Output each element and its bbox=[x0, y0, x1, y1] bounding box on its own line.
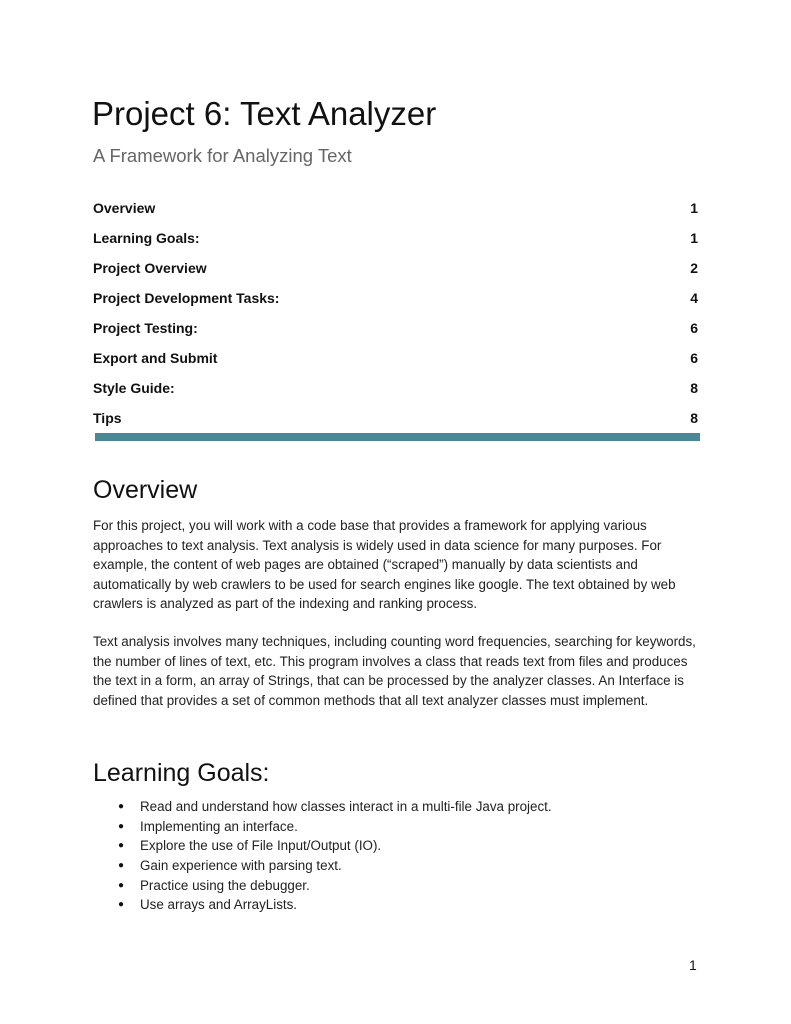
toc-entry-page: 1 bbox=[690, 200, 698, 216]
toc-entry-project-development-tasks[interactable] bbox=[93, 283, 699, 313]
bullet-icon: ● bbox=[118, 860, 125, 872]
toc-entry-label[interactable]: Learning Goals: bbox=[93, 230, 200, 246]
toc-entry-label[interactable]: Overview bbox=[93, 200, 156, 216]
section-divider bbox=[95, 433, 700, 441]
page-title: Project 6: Text Analyzer bbox=[92, 95, 437, 132]
list-item bbox=[93, 875, 693, 895]
toc-entry-page: 8 bbox=[690, 410, 698, 426]
toc-entry-page: 6 bbox=[690, 320, 698, 336]
toc-entry-label[interactable]: Export and Submit bbox=[93, 350, 218, 366]
bullet-icon: ● bbox=[118, 840, 125, 852]
toc-entry-style-guide[interactable] bbox=[93, 373, 699, 403]
page-number: 1 bbox=[689, 957, 697, 973]
list-item-text: Use arrays and ArrayLists. bbox=[140, 897, 298, 913]
toc-entry-tips[interactable] bbox=[93, 403, 699, 433]
toc-entry-export-and-submit[interactable] bbox=[93, 343, 699, 373]
list-item bbox=[93, 836, 693, 856]
table-of-contents bbox=[93, 193, 699, 433]
toc-entry-label[interactable]: Project Development Tasks: bbox=[93, 290, 280, 306]
bullet-icon: ● bbox=[118, 801, 125, 813]
list-item bbox=[93, 895, 693, 915]
toc-entry-project-overview[interactable] bbox=[93, 253, 699, 283]
toc-entry-page: 2 bbox=[690, 260, 698, 276]
list-item bbox=[93, 817, 693, 837]
learning-goals-heading: Learning Goals: bbox=[93, 759, 270, 787]
overview-paragraph: For this project, you will work with a code base that provides a framework for applying various approaches to text analysis. Text analysis is widely used in data science for many purposes. For example, the content of web pages are obtained (“scraped”) manually by data scientists and automatically by web crawlers to be used for search engines like google. The text obtained by web crawlers is analyzed as part of the indexing and ranking process. bbox=[93, 518, 676, 611]
toc-entry-page: 6 bbox=[690, 350, 698, 366]
list-item-text: Implementing an interface. bbox=[140, 818, 298, 834]
overview-heading: Overview bbox=[93, 476, 198, 504]
list-item-text: Practice using the debugger. bbox=[140, 877, 310, 893]
list-item bbox=[93, 797, 693, 817]
toc-entry-label[interactable]: Project Overview bbox=[93, 260, 207, 276]
bullet-icon: ● bbox=[118, 879, 125, 891]
toc-entry-overview[interactable] bbox=[93, 193, 699, 223]
list-item-text: Read and understand how classes interact in a multi-file Java project. bbox=[140, 799, 552, 815]
toc-entry-page: 4 bbox=[690, 290, 698, 306]
toc-entry-label[interactable]: Style Guide: bbox=[93, 380, 175, 396]
list-item-text: Explore the use of File Input/Output (IO). bbox=[140, 838, 382, 854]
toc-entry-project-testing[interactable] bbox=[93, 313, 699, 343]
toc-entry-label[interactable]: Tips bbox=[93, 410, 122, 426]
toc-entry-label[interactable]: Project Testing: bbox=[93, 320, 198, 336]
bullet-icon: ● bbox=[118, 899, 125, 911]
learning-goals-list bbox=[93, 797, 693, 915]
list-item bbox=[93, 856, 693, 876]
page-subtitle: A Framework for Analyzing Text bbox=[93, 145, 352, 166]
toc-entry-page: 8 bbox=[690, 380, 698, 396]
toc-entry-page: 1 bbox=[690, 230, 698, 246]
list-item-text: Gain experience with parsing text. bbox=[140, 858, 342, 874]
bullet-icon: ● bbox=[118, 820, 125, 832]
toc-entry-learning-goals[interactable] bbox=[93, 223, 699, 253]
overview-paragraph: Text analysis involves many techniques, including counting word frequencies, searching for keywords, the number of lines of text, etc. This program involves a class that reads text from files and produces the text in a form, an array of Strings, that can be processed by the analyzer classes. An Interface is defined that provides a set of common methods that all text analyzer classes must implement. bbox=[93, 634, 696, 708]
